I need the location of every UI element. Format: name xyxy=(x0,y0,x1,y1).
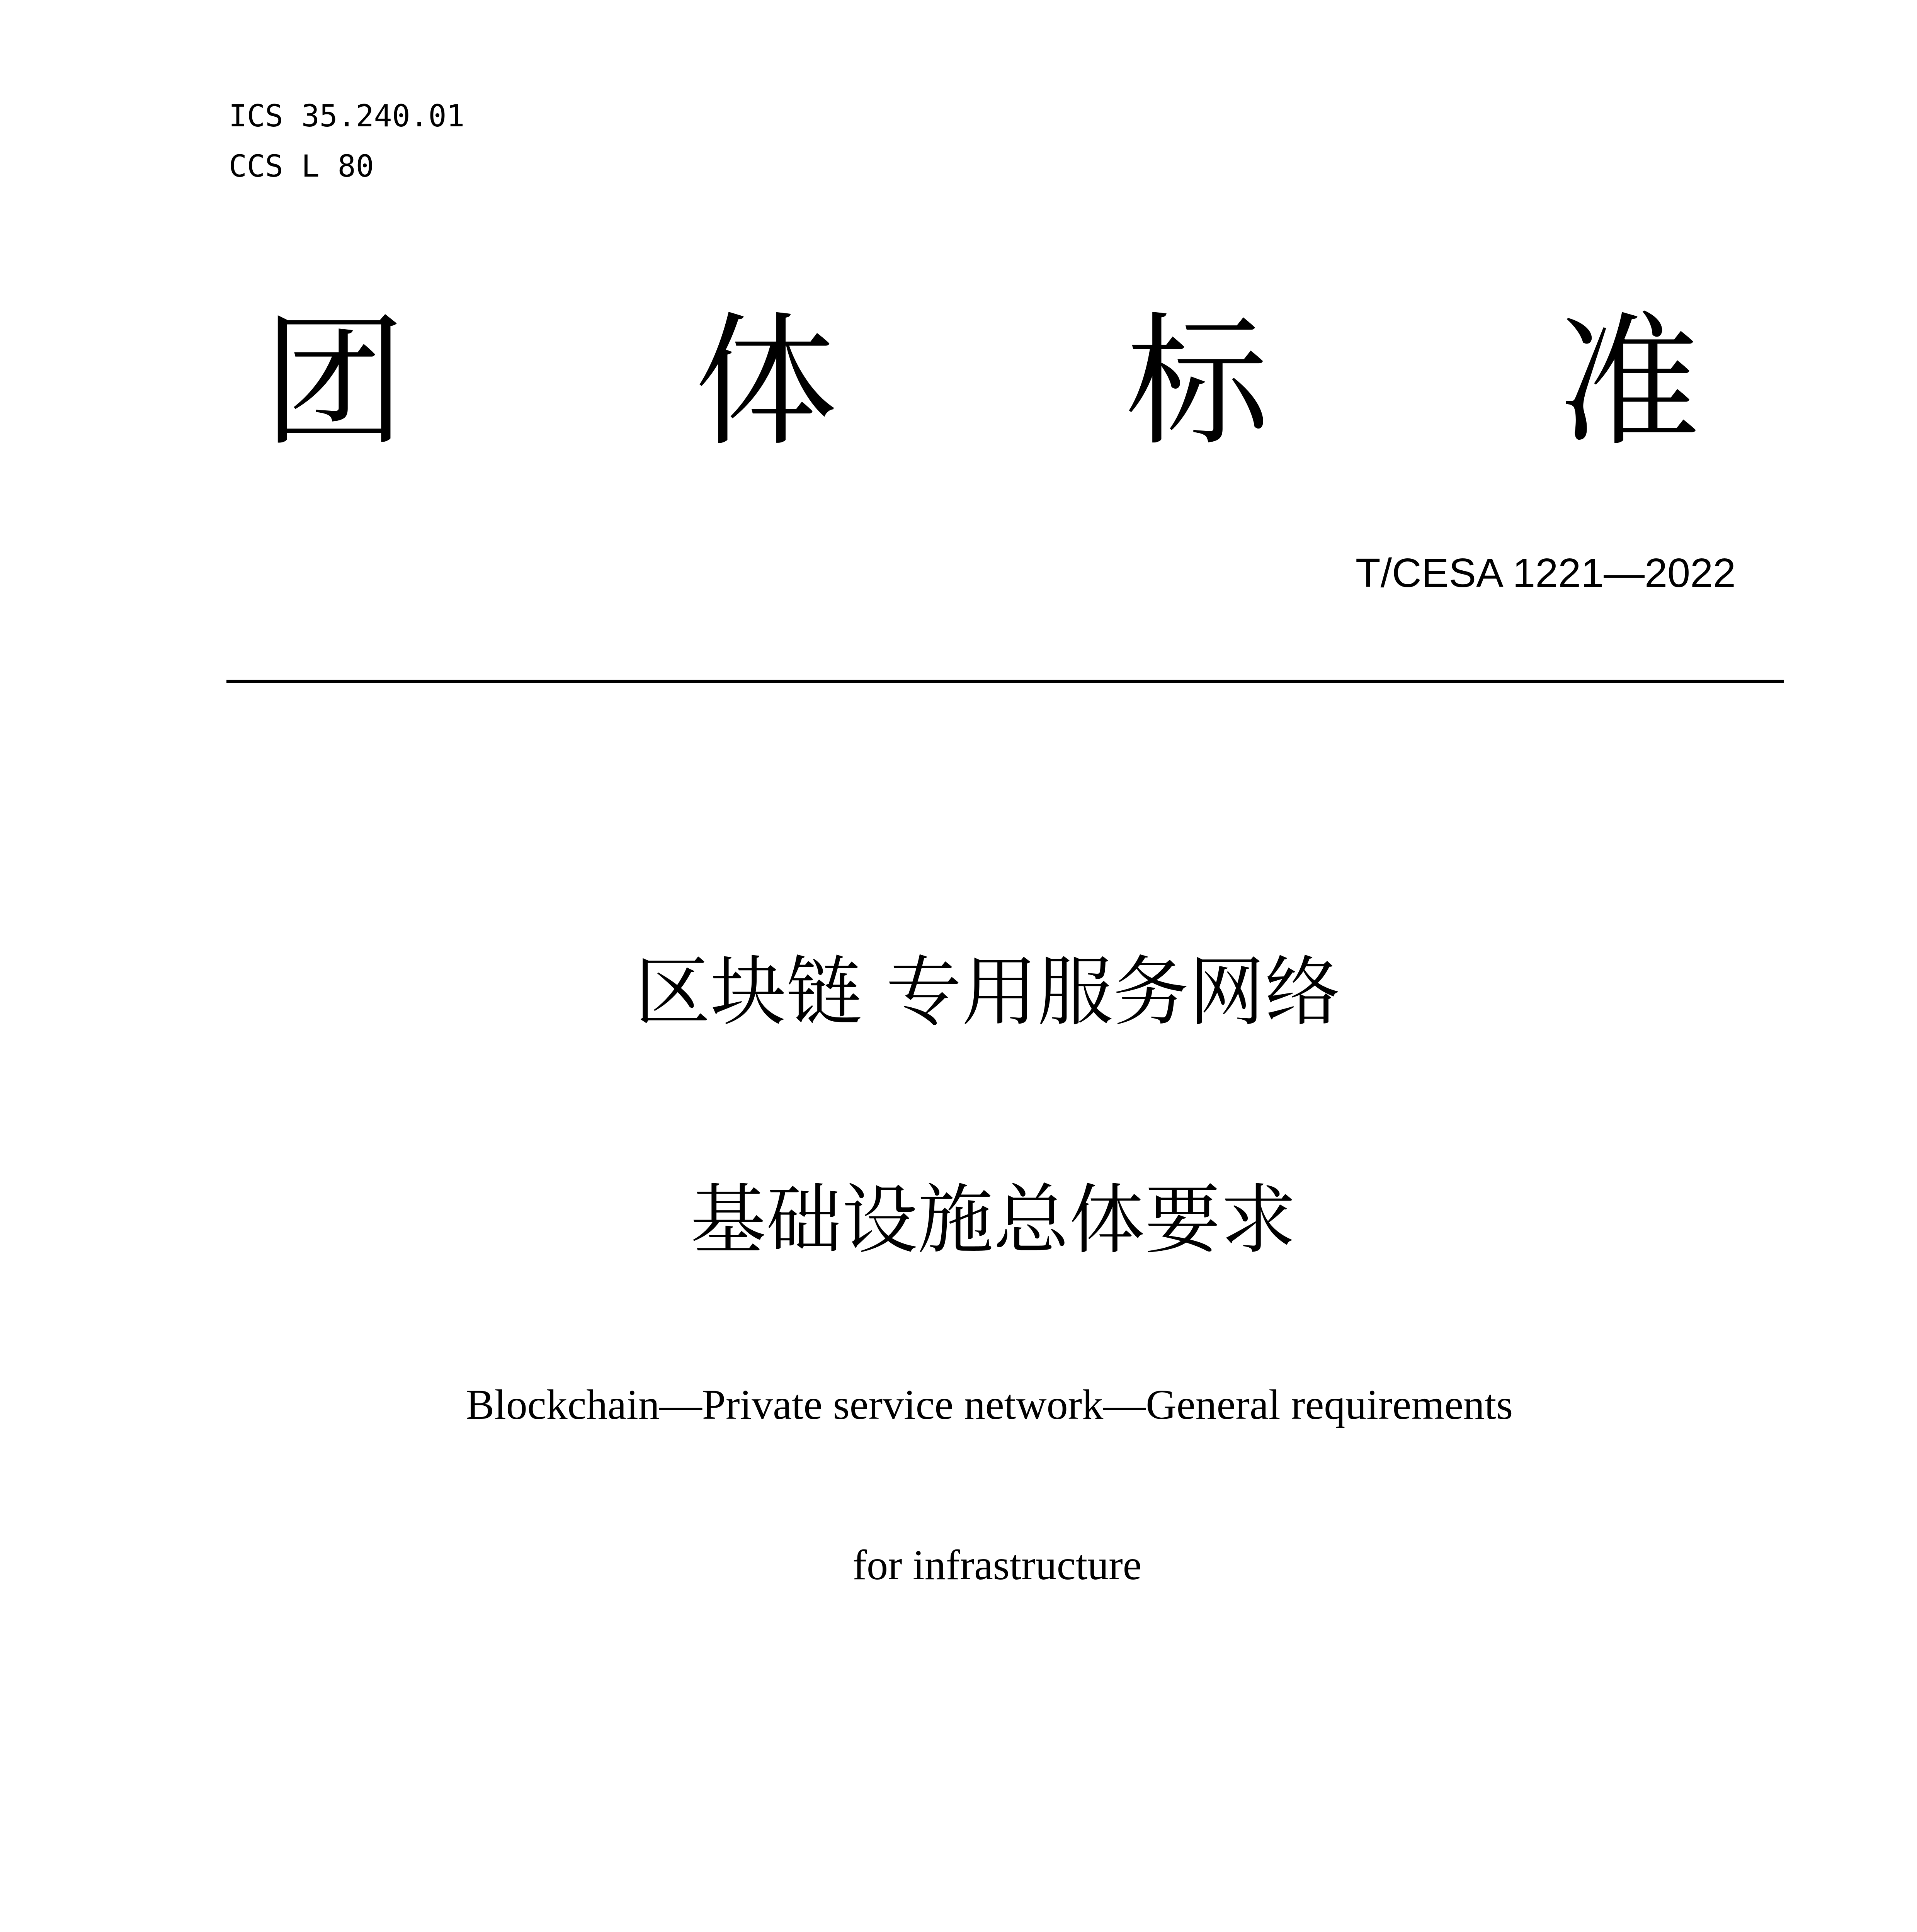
heading-char: 准 xyxy=(1557,299,1700,466)
heading-char: 标 xyxy=(1126,299,1269,466)
top-divider xyxy=(226,680,1784,683)
heading-char: 团 xyxy=(263,299,406,466)
title-cn-line-1: 区块链 专用服务网络 xyxy=(634,948,1340,1036)
ccs-code: CCS L 80 xyxy=(229,149,374,184)
document-type-heading xyxy=(263,299,1700,466)
heading-char: 体 xyxy=(694,299,837,466)
title-en-line-2: for infrastructure xyxy=(852,1541,1142,1588)
title-cn-line-2: 基础设施总体要求 xyxy=(690,1176,1296,1264)
ics-code: ICS 35.240.01 xyxy=(229,99,465,134)
standard-number: T/CESA 1221—2022 xyxy=(1355,550,1736,596)
title-en-line-1: Blockchain—Private service network—General requirements xyxy=(466,1381,1513,1428)
